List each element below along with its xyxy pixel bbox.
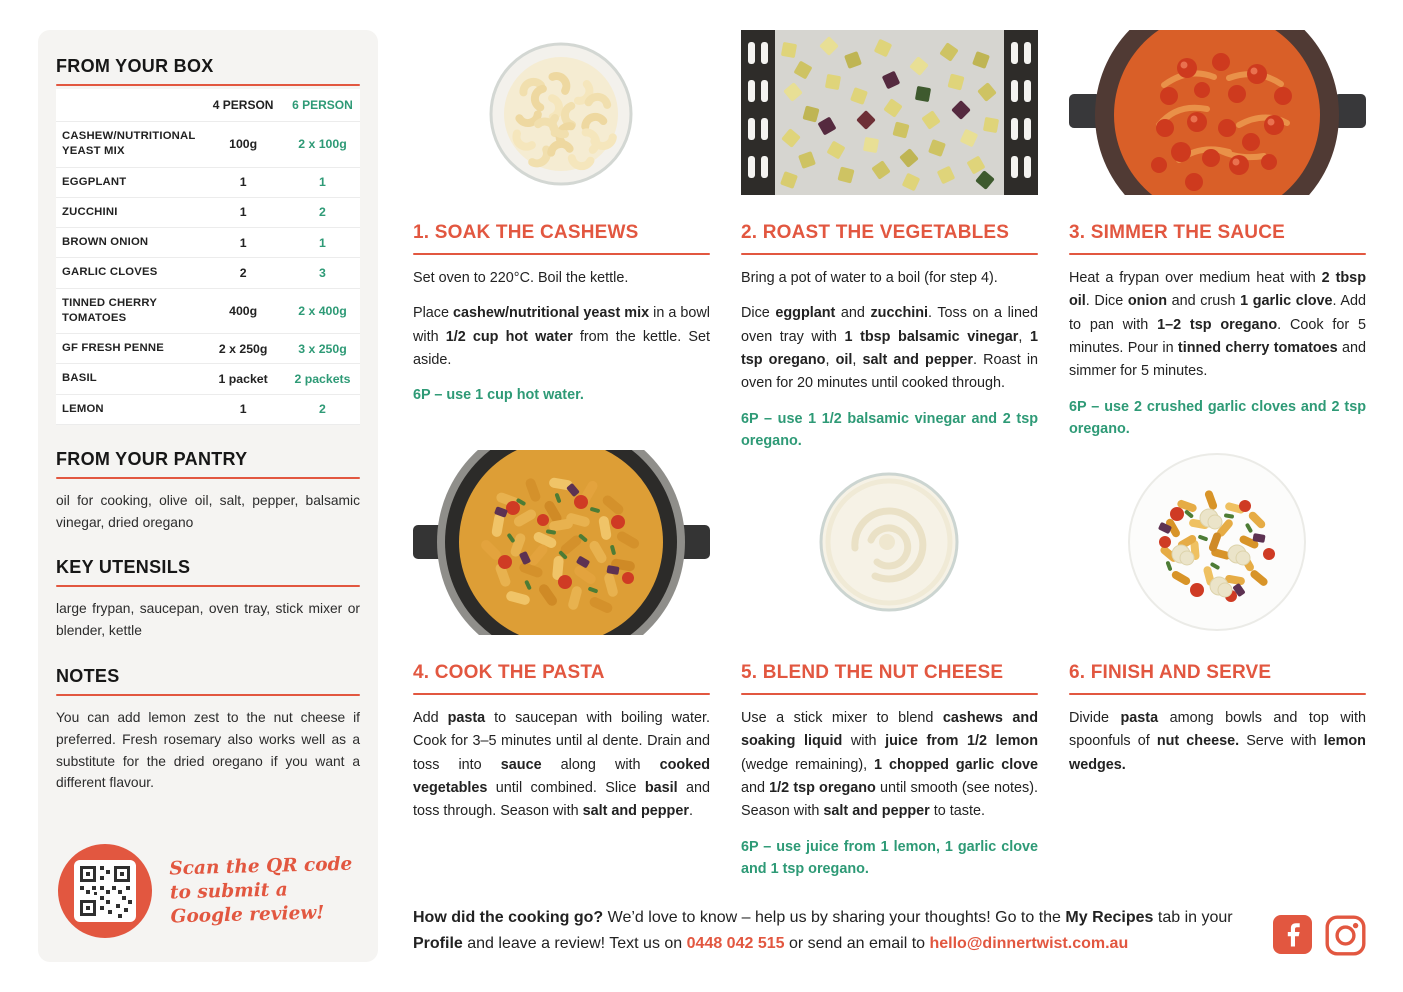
text-segment: with bbox=[842, 733, 886, 750]
paragraph bbox=[413, 905, 1258, 956]
text-segment: eggplant bbox=[775, 305, 836, 322]
ingredient-row bbox=[56, 364, 360, 394]
text-segment: salt and pepper bbox=[823, 803, 930, 820]
text-segment: to taste. bbox=[929, 803, 985, 820]
step-title-underline bbox=[741, 693, 1038, 695]
text-segment: juice from 1/2 lemon bbox=[885, 733, 1038, 750]
qty-4p: 1 packet bbox=[201, 364, 285, 394]
text-segment: cooked vegetables bbox=[413, 756, 711, 796]
step-title-underline bbox=[413, 253, 710, 255]
text-segment: oil bbox=[835, 351, 853, 368]
qty-6p: 2 x 100g bbox=[285, 122, 360, 168]
section-underline bbox=[56, 585, 360, 587]
photo-served-plate bbox=[1069, 450, 1366, 635]
photo-tomato-sauce-pan bbox=[1069, 30, 1366, 195]
step-cell-3 bbox=[1069, 30, 1366, 450]
text-segment: Add bbox=[413, 710, 448, 726]
text-segment: Set oven to 220°C. Boil the kettle. bbox=[413, 270, 629, 286]
ingredient-row bbox=[56, 228, 360, 258]
text-segment: nut cheese. bbox=[1156, 733, 1240, 750]
step-instructions bbox=[413, 267, 710, 372]
qty-6p: 3 x 250g bbox=[285, 334, 360, 364]
text-segment: pasta bbox=[447, 710, 486, 726]
text-segment: Place bbox=[413, 305, 454, 322]
paragraph bbox=[1069, 707, 1366, 777]
text-segment: 1–2 tsp oregano bbox=[1157, 316, 1278, 333]
ingredient-row bbox=[56, 334, 360, 364]
ingredient-name: CASHEW/NUTRITIONAL YEAST MIX bbox=[56, 122, 201, 168]
text-segment: zucchini bbox=[870, 305, 929, 322]
paragraph bbox=[413, 267, 710, 290]
photo-soaked-cashews bbox=[413, 30, 710, 195]
text-segment: until smooth (see notes). Season with bbox=[741, 779, 1038, 820]
ingredient-row bbox=[56, 288, 360, 334]
from-your-box-title: FROM YOUR BOX bbox=[56, 56, 214, 76]
step-instructions bbox=[741, 707, 1038, 824]
text-segment: 1 tsp oregano bbox=[741, 328, 1038, 368]
qty-6p: 3 bbox=[285, 258, 360, 288]
box-table-body bbox=[56, 122, 360, 425]
text-segment: salt and pepper bbox=[582, 803, 689, 820]
ingredient-col-header bbox=[56, 89, 201, 122]
text-segment: among bowls and top with spoonfuls of bbox=[1069, 710, 1366, 750]
pantry-text: oil for cooking, olive oil, salt, pepper, balsamic vinegar, dried oregano bbox=[56, 492, 360, 530]
step-title: 5. BLEND THE NUT CHEESE bbox=[741, 662, 1004, 683]
photo-cooked-pasta-pan bbox=[413, 450, 710, 635]
section-underline bbox=[56, 84, 360, 86]
step-title: 1. SOAK THE CASHEWS bbox=[413, 222, 639, 243]
step-cell-2 bbox=[741, 30, 1038, 450]
ingredient-name: EGGPLANT bbox=[56, 167, 201, 197]
text-segment: . Roast in oven for 20 minutes until cooked through. bbox=[741, 351, 1039, 392]
text-segment: until combined. Slice bbox=[487, 779, 645, 796]
qty-6p: 2 packets bbox=[285, 364, 360, 394]
text-segment: and simmer for 5 minutes. bbox=[1069, 339, 1367, 380]
ingredient-name: BROWN ONION bbox=[56, 228, 201, 258]
photo-nut-cheese-bowl bbox=[741, 450, 1038, 635]
step-6p-tip: 6P – use juice from 1 lemon, 1 garlic clove and 1 tsp oregano. bbox=[741, 838, 1038, 877]
step-instructions bbox=[1069, 707, 1366, 777]
step-title: 4. COOK THE PASTA bbox=[413, 662, 605, 683]
text-segment: lemon wedges. bbox=[1069, 733, 1366, 773]
text-segment: salt and pepper bbox=[862, 351, 974, 368]
steps-grid bbox=[413, 30, 1366, 880]
paragraph bbox=[1069, 267, 1366, 384]
text-segment: and leave a review! Text us on bbox=[462, 934, 687, 952]
col-header-6-person: 6 PERSON bbox=[285, 89, 360, 122]
step-6p-tip: 6P – use 1 cup hot water. bbox=[413, 387, 584, 404]
step-title: 2. ROAST THE VEGETABLES bbox=[741, 222, 1010, 243]
key-utensils-title: KEY UTENSILS bbox=[56, 557, 191, 578]
text-segment: tab in your bbox=[1153, 909, 1233, 926]
text-segment: onion bbox=[1127, 293, 1168, 310]
text-segment: Dice bbox=[741, 305, 776, 322]
text-segment: Use a stick mixer to blend bbox=[741, 710, 943, 726]
text-segment: 1/2 cup hot water bbox=[445, 328, 573, 345]
text-segment: 1 chopped garlic clove bbox=[874, 756, 1038, 773]
footer bbox=[413, 905, 1366, 956]
text-segment: from the kettle. Set aside. bbox=[413, 328, 710, 368]
text-segment: cashew/nutritional yeast mix bbox=[453, 305, 650, 322]
step-cell-1 bbox=[413, 30, 710, 450]
footer-message bbox=[413, 905, 1258, 956]
text-segment: 1 garlic clove bbox=[1240, 293, 1333, 310]
ingredient-row bbox=[56, 122, 360, 168]
text-segment: We’d love to know – help us by sharing your thoughts! Go to the bbox=[603, 909, 1066, 926]
text-segment: Bring a pot of water to a boil (for step 4). bbox=[741, 270, 998, 286]
social-links bbox=[1273, 905, 1366, 956]
qty-4p: 1 bbox=[201, 394, 285, 424]
qty-6p: 1 bbox=[285, 228, 360, 258]
text-segment: , bbox=[852, 351, 863, 368]
text-segment: hello@dinnertwist.com.au bbox=[929, 934, 1129, 952]
text-segment: sauce bbox=[500, 756, 542, 773]
text-segment: My Recipes bbox=[1065, 909, 1154, 926]
photo-roast-vegetables-tray bbox=[741, 30, 1038, 195]
google-review-block bbox=[58, 844, 358, 938]
step-title-underline bbox=[1069, 253, 1366, 255]
text-segment: tinned cherry tomatoes bbox=[1177, 339, 1338, 356]
ingredient-name: LEMON bbox=[56, 394, 201, 424]
text-segment: cashews and soaking liquid bbox=[741, 710, 1038, 750]
step-cell-6 bbox=[1069, 450, 1366, 880]
step-title-underline bbox=[1069, 693, 1366, 695]
notes-title: NOTES bbox=[56, 665, 120, 686]
text-segment: 2 tbsp oil bbox=[1069, 270, 1366, 310]
section-underline bbox=[56, 694, 360, 696]
ingredient-name: GARLIC CLOVES bbox=[56, 258, 201, 288]
step-instructions bbox=[741, 267, 1038, 396]
text-segment: , bbox=[825, 351, 836, 368]
from-your-pantry-title: FROM YOUR PANTRY bbox=[56, 448, 248, 469]
text-segment: and bbox=[835, 305, 871, 322]
paragraph bbox=[741, 267, 1038, 290]
text-segment: Divide bbox=[1069, 710, 1121, 726]
step-title-underline bbox=[413, 693, 710, 695]
step-cell-5 bbox=[741, 450, 1038, 880]
text-segment: to saucepan with boiling water. Cook for 3–5 minutes until al dente. Drain and toss into bbox=[413, 710, 710, 773]
qr-caption: Scan the QR code to submit a Google review! bbox=[169, 853, 353, 928]
text-segment: in a bowl with bbox=[413, 305, 710, 345]
text-segment: Serve with bbox=[1239, 733, 1324, 750]
paragraph bbox=[741, 707, 1038, 824]
step-title: 6. FINISH AND SERVE bbox=[1069, 662, 1272, 683]
text-segment: , bbox=[1018, 328, 1030, 345]
paragraph bbox=[413, 707, 710, 824]
text-segment: Heat a frypan over medium heat with bbox=[1069, 270, 1322, 286]
paragraph bbox=[413, 302, 710, 372]
ingredient-row bbox=[56, 258, 360, 288]
text-segment: pasta bbox=[1120, 710, 1159, 726]
text-segment: basil bbox=[644, 779, 678, 796]
qty-6p: 2 bbox=[285, 197, 360, 227]
notes-text: You can add lemon zest to the nut cheese if preferred. Fresh rosemary also works well as a substitute for the dried oregano if you want a different flavour. bbox=[56, 709, 360, 791]
step-title-underline bbox=[741, 253, 1038, 255]
text-segment: . Dice bbox=[1085, 293, 1128, 310]
qr-code-icon bbox=[58, 844, 152, 938]
qty-4p: 2 x 250g bbox=[201, 334, 285, 364]
ingredient-name: ZUCCHINI bbox=[56, 197, 201, 227]
qty-4p: 1 bbox=[201, 228, 285, 258]
instagram-icon[interactable] bbox=[1325, 915, 1366, 956]
box-table bbox=[56, 89, 360, 425]
qty-4p: 400g bbox=[201, 288, 285, 334]
text-segment: . Cook for 5 minutes. Pour in bbox=[1069, 316, 1366, 356]
step-instructions bbox=[413, 707, 710, 824]
ingredient-name: TINNED CHERRY TOMATOES bbox=[56, 288, 201, 334]
section-underline bbox=[56, 477, 360, 479]
text-segment: 1 tbsp balsamic vinegar bbox=[844, 328, 1019, 345]
text-segment: 1/2 tsp oregano bbox=[769, 779, 876, 796]
text-segment: along with bbox=[541, 756, 660, 773]
qty-6p: 1 bbox=[285, 167, 360, 197]
ingredient-name: GF FRESH PENNE bbox=[56, 334, 201, 364]
text-segment: and toss through. Season with bbox=[413, 779, 710, 820]
col-header-4-person: 4 PERSON bbox=[201, 89, 285, 122]
text-segment: 0448 042 515 bbox=[686, 934, 785, 952]
facebook-icon[interactable] bbox=[1273, 915, 1312, 956]
qty-4p: 1 bbox=[201, 167, 285, 197]
qty-6p: 2 x 400g bbox=[285, 288, 360, 334]
ingredient-row bbox=[56, 394, 360, 424]
qty-4p: 100g bbox=[201, 122, 285, 168]
sidebar-panel bbox=[38, 30, 378, 962]
text-segment: . Toss on a lined oven tray with bbox=[741, 305, 1038, 345]
step-cell-4 bbox=[413, 450, 710, 880]
step-6p-tip: 6P – use 2 crushed garlic cloves and 2 tsp oregano. bbox=[1069, 398, 1366, 437]
text-segment: Profile bbox=[413, 934, 463, 952]
step-title: 3. SIMMER THE SAUCE bbox=[1069, 222, 1285, 243]
text-segment: . Add to pan with bbox=[1069, 293, 1366, 333]
step-6p-tip: 6P – use 1 1/2 balsamic vinegar and 2 tsp oregano. bbox=[741, 410, 1038, 449]
ingredient-row bbox=[56, 197, 360, 227]
text-segment: How did the cooking go? bbox=[413, 909, 604, 926]
text-segment: . bbox=[688, 803, 693, 820]
text-segment: (wedge remaining), bbox=[741, 756, 875, 773]
qty-4p: 2 bbox=[201, 258, 285, 288]
text-segment: and crush bbox=[1167, 293, 1241, 310]
ingredient-row bbox=[56, 167, 360, 197]
text-segment: or send an email to bbox=[784, 934, 930, 952]
step-instructions bbox=[1069, 267, 1366, 384]
qty-4p: 1 bbox=[201, 197, 285, 227]
qty-6p: 2 bbox=[285, 394, 360, 424]
paragraph bbox=[741, 302, 1038, 395]
text-segment: and bbox=[741, 779, 770, 796]
utensils-text: large frypan, saucepan, oven tray, stick mixer or blender, kettle bbox=[56, 601, 360, 639]
ingredient-name: BASIL bbox=[56, 364, 201, 394]
